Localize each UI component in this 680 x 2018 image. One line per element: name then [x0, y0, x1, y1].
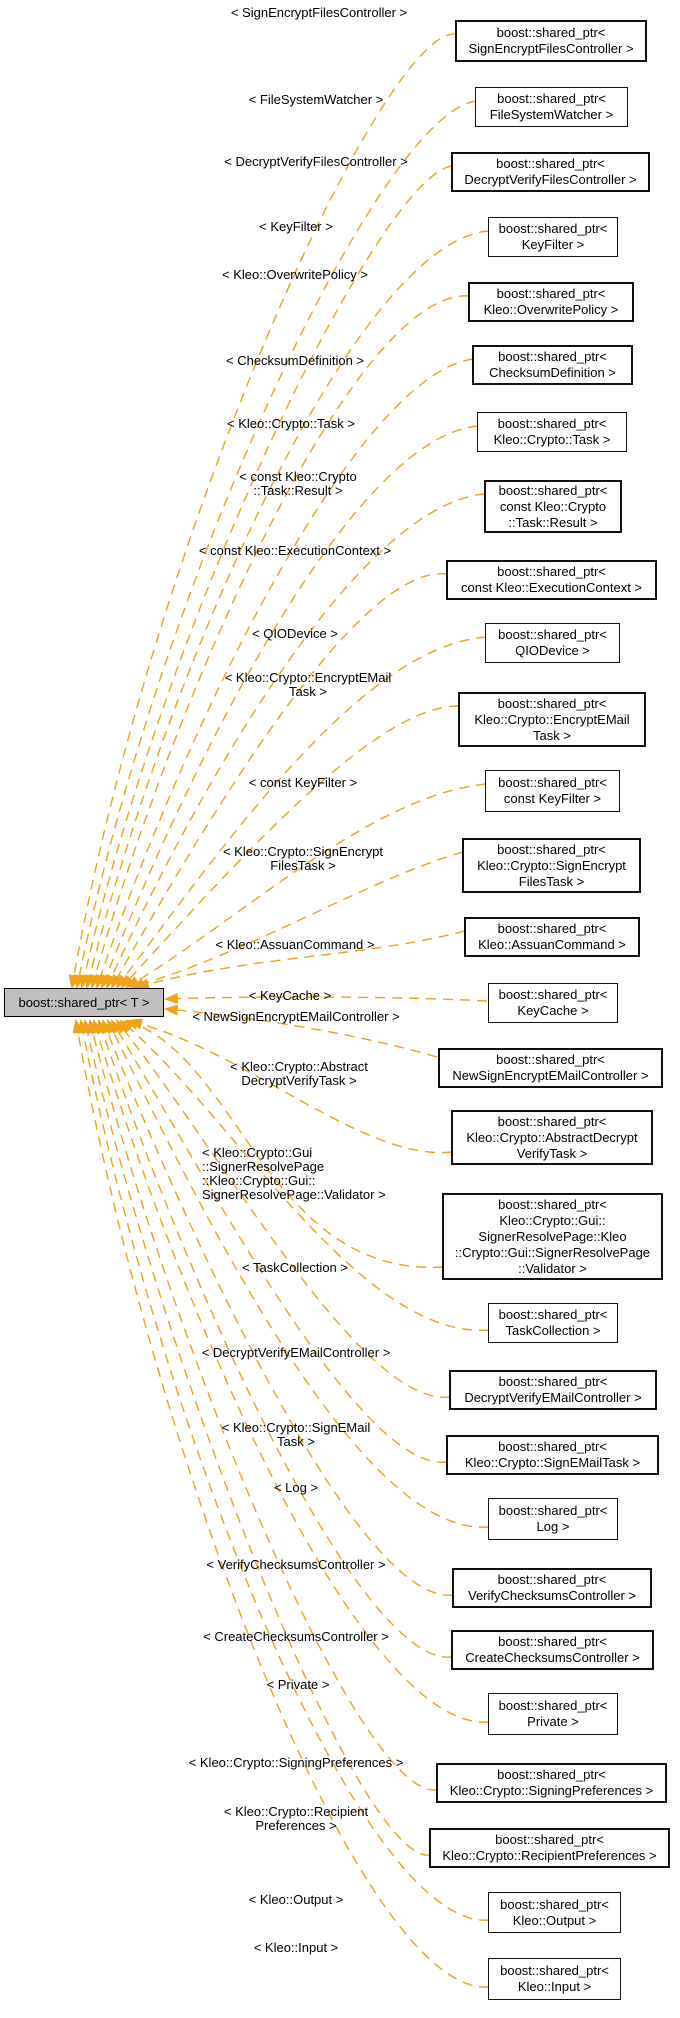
edge-label-line: < TaskCollection >: [242, 1260, 348, 1275]
instantiation-node-line: boost::shared_ptr<: [498, 221, 608, 236]
instantiation-node-line: const Kleo::Crypto: [499, 498, 607, 514]
edge-label: [259, 220, 333, 234]
edge-label-line: < KeyCache >: [248, 988, 332, 1003]
instantiation-node-line: CreateChecksumsController >: [465, 1650, 640, 1665]
instantiation-node-line: boost::shared_ptr<: [497, 1767, 606, 1782]
edge-label: [189, 1756, 404, 1770]
edge-label-line: < const Kleo::Crypto: [239, 469, 357, 484]
edge-label-line: < Kleo::Output >: [248, 1892, 344, 1907]
instantiation-node-line: boost::shared_ptr<: [498, 775, 607, 790]
template-class-label: boost::shared_ptr< T >: [18, 995, 150, 1010]
instantiation-node-line: Kleo::Output >: [512, 1912, 597, 1928]
instantiation-node[interactable]: [488, 217, 618, 257]
template-instantiation-edge: [103, 1021, 453, 1595]
instantiation-node[interactable]: [442, 1193, 663, 1280]
instantiation-node[interactable]: [488, 1958, 621, 2000]
instantiation-node-line: DecryptVerifyEMailController >: [464, 1390, 642, 1405]
edge-label-line: < QIODevice >: [252, 626, 338, 641]
instantiation-node-line: boost::shared_ptr<: [498, 1698, 608, 1713]
instantiation-node-line: Kleo::OverwritePolicy >: [483, 302, 619, 317]
instantiation-node[interactable]: [429, 1828, 670, 1868]
instantiation-node-line: boost::shared_ptr<: [497, 695, 607, 711]
edge-label-line: < Log >: [273, 1480, 319, 1495]
edge-label-line: < FileSystemWatcher >: [248, 92, 384, 107]
edge-label-line: < KeyFilter >: [259, 219, 333, 234]
instantiation-node-line: VerifyTask >: [516, 1145, 588, 1161]
instantiation-node-line: Kleo::Crypto::SigningPreferences >: [449, 1783, 654, 1798]
instantiation-node-line: boost::shared_ptr<: [498, 349, 607, 364]
instantiation-node[interactable]: [485, 623, 620, 663]
instantiation-node-line: FileSystemWatcher >: [489, 107, 614, 122]
instantiation-node[interactable]: [484, 480, 622, 533]
instantiation-node-line: boost::shared_ptr<: [500, 1896, 609, 1912]
instantiation-node-line: KeyCache >: [517, 1003, 589, 1018]
edge-label: [249, 93, 384, 107]
edge-label-line: < Kleo::OverwritePolicy >: [222, 267, 368, 282]
edge-label: [224, 1805, 368, 1833]
instantiation-node[interactable]: [464, 917, 640, 957]
instantiation-node-line: boost::shared_ptr<: [496, 1052, 605, 1067]
instantiation-node-line: VerifyChecksumsController >: [468, 1588, 636, 1603]
edge-label: [216, 938, 375, 952]
instantiation-node[interactable]: [451, 1630, 654, 1670]
edge-label-line: Task >: [289, 684, 327, 699]
instantiation-node-line: Kleo::Crypto::Task >: [493, 432, 611, 447]
instantiation-node[interactable]: [488, 1892, 621, 1933]
instantiation-node-line: const Kleo::ExecutionContext >: [460, 580, 643, 595]
edge-label-line: < Kleo::Crypto::SignEncrypt: [222, 844, 384, 859]
instantiation-node-line: TaskCollection >: [505, 1323, 601, 1338]
edge-label-line: < Kleo::Input >: [253, 1940, 339, 1955]
instantiation-node-line: NewSignEncryptEMailController >: [452, 1068, 649, 1083]
instantiation-node-line: Kleo::AssuanCommand >: [478, 937, 626, 952]
instantiation-node-line: boost::shared_ptr<: [498, 1196, 607, 1212]
instantiation-node-line: boost::shared_ptr<: [498, 1374, 608, 1389]
instantiation-node-line: FilesTask >: [518, 873, 585, 889]
instantiation-node-line: boost::shared_ptr<: [498, 482, 608, 498]
edge-label-line: < Kleo::Crypto::Gui: [202, 1145, 313, 1160]
instantiation-node-line: boost::shared_ptr<: [498, 1634, 607, 1649]
instantiation-node-line: Private >: [527, 1714, 579, 1729]
edge-label: [227, 417, 355, 431]
instantiation-node-line: boost::shared_ptr<: [497, 91, 606, 106]
edge-label-line: Task >: [277, 1434, 315, 1449]
instantiation-node[interactable]: [438, 1048, 663, 1088]
instantiation-node[interactable]: [488, 1498, 618, 1540]
edge-label-line: SignerResolvePage::Validator >: [202, 1187, 386, 1202]
edge-label: [202, 1146, 386, 1202]
instantiation-node[interactable]: [458, 692, 646, 747]
instantiation-node[interactable]: [451, 1110, 653, 1165]
edge-label-line: ::Task::Result >: [253, 483, 343, 498]
instantiation-node-line: KeyFilter >: [521, 237, 585, 252]
edge-label: [242, 1261, 348, 1275]
edge-label-line: ::SignerResolvePage: [202, 1159, 325, 1174]
edge-label: [222, 1421, 370, 1449]
instantiation-node[interactable]: [446, 560, 657, 600]
template-instantiation-edge: [127, 784, 486, 987]
instantiation-node-line: const KeyFilter >: [503, 791, 602, 806]
edge-label: [252, 627, 338, 641]
instantiation-node-line: boost::shared_ptr<: [497, 564, 606, 579]
instantiation-node-line: boost::shared_ptr<: [496, 25, 606, 40]
instantiation-node-line: ::Validator >: [518, 1260, 587, 1276]
instantiation-node-line: boost::shared_ptr<: [498, 1307, 608, 1322]
instantiation-node[interactable]: [475, 87, 628, 127]
instantiation-node-line: Kleo::Input >: [517, 1979, 592, 1994]
edge-label-line: < Kleo::Crypto::Abstract: [230, 1059, 368, 1074]
edge-label: [223, 845, 383, 873]
instantiation-node-line: boost::shared_ptr<: [497, 416, 607, 431]
edge-label: [274, 1481, 318, 1495]
edge-label-line: < VerifyChecksumsController >: [206, 1557, 386, 1572]
edge-label-line: < Kleo::AssuanCommand >: [215, 937, 375, 952]
edge-label: [222, 268, 368, 282]
edge-label-line: < SignEncryptFilesController >: [230, 5, 408, 20]
edge-label-line: < NewSignEncryptEMailController >: [192, 1009, 400, 1024]
edge-label-line: ::Kleo::Crypto::Gui::: [202, 1173, 316, 1188]
instantiation-node-line: Task >: [533, 727, 571, 743]
edge-label-line: < Private >: [266, 1677, 330, 1692]
template-instantiation-edge: [90, 1021, 437, 1790]
instantiation-node-line: boost::shared_ptr<: [498, 1439, 607, 1454]
instantiation-node[interactable]: [488, 983, 618, 1023]
instantiation-node-line: boost::shared_ptr<: [495, 1832, 604, 1847]
instantiation-node[interactable]: [436, 1763, 667, 1803]
edge-label-line: Preferences >: [255, 1818, 337, 1833]
instantiation-node-line: Kleo::Crypto::SignEncrypt: [477, 857, 626, 873]
instantiation-node[interactable]: [468, 282, 634, 322]
edge-label-line: < Kleo::Crypto::Task >: [227, 416, 355, 431]
template-instantiation-edge: [102, 426, 478, 987]
edge-label: [199, 544, 391, 558]
instantiation-node-line: Kleo::Crypto::RecipientPreferences >: [442, 1848, 657, 1863]
instantiation-node[interactable]: [472, 345, 633, 385]
edge-label-line: < Kleo::Crypto::SignEMail: [221, 1420, 371, 1435]
template-instantiation-edge: [92, 296, 469, 987]
instantiation-node-line: boost::shared_ptr<: [497, 841, 606, 857]
template-instantiation-edge: [94, 1021, 489, 1722]
edge-label-line: < const Kleo::ExecutionContext >: [198, 543, 392, 558]
instantiation-node[interactable]: [446, 1435, 659, 1475]
edge-label-line: < DecryptVerifyEMailController >: [201, 1345, 391, 1360]
instantiation-node-line: ::Task::Result >: [508, 514, 598, 530]
edge-label-line: < const KeyFilter >: [248, 775, 358, 790]
instantiation-node[interactable]: [449, 1370, 657, 1410]
instantiation-node[interactable]: [455, 20, 647, 62]
instantiation-node-line: QIODevice >: [515, 643, 590, 658]
edge-label: [206, 1558, 385, 1572]
instantiation-node-line: boost::shared_ptr<: [497, 921, 607, 936]
edge-label: [254, 1941, 339, 1955]
instantiation-node-line: Kleo::Crypto::Gui::: [499, 1212, 606, 1228]
template-instantiation-edge: [107, 494, 485, 987]
edge-label: [226, 354, 364, 368]
instantiation-node-line: SignEncryptFilesController >: [468, 41, 634, 56]
instantiation-node-line: boost::shared_ptr<: [498, 627, 607, 642]
template-instantiation-edge: [87, 231, 489, 987]
edge-label: [249, 1893, 344, 1907]
edge-label: [249, 989, 331, 1003]
instantiation-node-line: boost::shared_ptr<: [497, 1113, 607, 1129]
edge-label-line: < Kleo::Crypto::Recipient: [223, 1804, 369, 1819]
instantiation-node-line: boost::shared_ptr<: [496, 286, 606, 301]
edge-label: [225, 671, 392, 699]
edge-label: [267, 1678, 330, 1692]
instantiation-node-line: ChecksumDefinition >: [489, 365, 616, 380]
instantiation-node[interactable]: [462, 838, 641, 893]
instantiation-node-line: boost::shared_ptr<: [498, 987, 608, 1002]
instantiation-node[interactable]: [485, 770, 620, 812]
instantiation-node-line: ::Crypto::Gui::SignerResolvePage: [454, 1244, 651, 1260]
instantiation-node[interactable]: [477, 412, 627, 452]
instantiation-node-line: boost::shared_ptr<: [497, 1572, 607, 1587]
edge-label-line: < DecryptVerifyFilesController >: [224, 154, 408, 169]
instantiation-node-line: Log >: [536, 1519, 570, 1534]
instantiation-node[interactable]: [488, 1303, 618, 1343]
edge-label-line: < CreateChecksumsController >: [203, 1629, 389, 1644]
edge-label: [224, 155, 408, 169]
instantiation-node-line: boost::shared_ptr<: [498, 1503, 608, 1518]
instantiation-node-line: DecryptVerifyFilesController >: [464, 172, 637, 187]
instantiation-node-line: Kleo::Crypto::SignEMailTask >: [464, 1455, 641, 1470]
edge-label: [231, 6, 407, 20]
edge-label: [239, 470, 356, 498]
instantiation-node-line: boost::shared_ptr<: [496, 156, 605, 171]
edge-label-line: < Kleo::Crypto::EncryptEMail: [224, 670, 392, 685]
edge-label: [202, 1346, 391, 1360]
instantiation-node[interactable]: [452, 1568, 652, 1608]
edge-label-line: FilesTask >: [270, 858, 336, 873]
edge-label: [192, 1010, 399, 1024]
instantiation-node-line: Kleo::Crypto::AbstractDecrypt: [466, 1129, 638, 1145]
edge-label: [230, 1060, 368, 1088]
edge-label-line: < Kleo::Crypto::SigningPreferences >: [188, 1755, 404, 1770]
edge-label-line: < ChecksumDefinition >: [225, 353, 365, 368]
instantiation-node-line: SignerResolvePage::Kleo: [478, 1228, 627, 1244]
instantiation-node-line: boost::shared_ptr<: [500, 1963, 609, 1978]
template-class-node[interactable]: [4, 988, 164, 1017]
edge-label: [249, 776, 357, 790]
edge-label-line: DecryptVerifyTask >: [241, 1073, 357, 1088]
instantiation-node[interactable]: [451, 152, 650, 192]
instantiation-node-line: Kleo::Crypto::EncryptEMail: [474, 711, 630, 727]
instantiation-node[interactable]: [488, 1693, 618, 1735]
edge-label: [203, 1630, 389, 1644]
